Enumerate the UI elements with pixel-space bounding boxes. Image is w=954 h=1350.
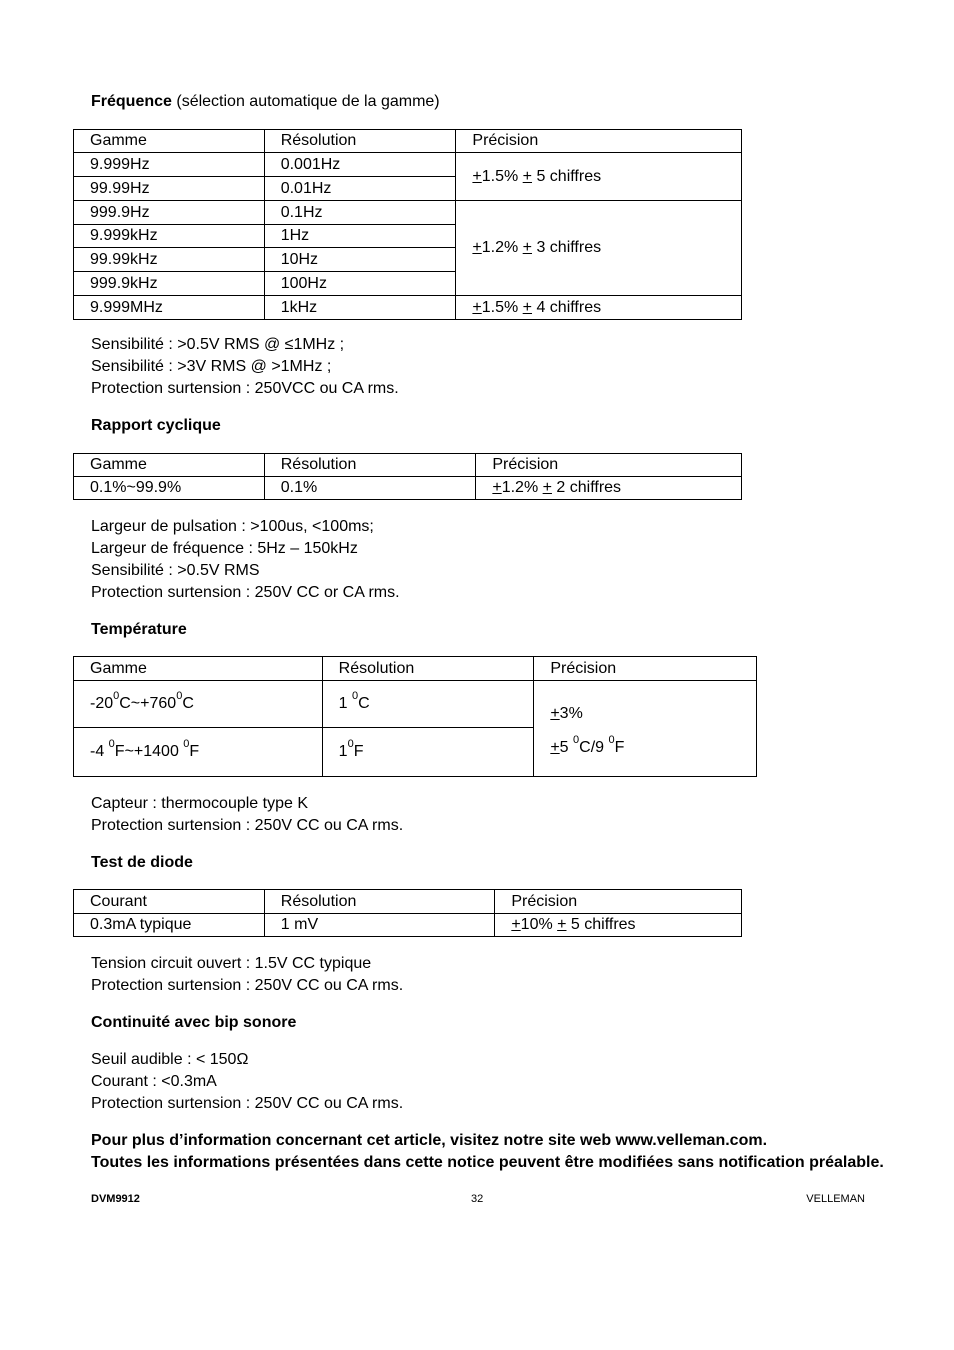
table-header-cell: Résolution (322, 657, 534, 681)
table-header-row (74, 890, 742, 914)
note-line: Protection surtension : 250VCC ou CA rms. (91, 380, 399, 397)
range-cell: $-20^0C\sim+760^0C$ (74, 681, 323, 728)
range-cell: 0.1%~99.9% (74, 477, 265, 500)
precision-cell (534, 681, 757, 777)
continuity-heading: Continuité avec bip sonore (91, 1014, 297, 1031)
footer-page-number: 32 (471, 1193, 484, 1205)
note-line: Protection surtension : 250V CC ou CA rms. (91, 977, 404, 994)
note-line: Seuil audible : < 150Ω (91, 1051, 249, 1068)
note-line: Courant : <0.3mA (91, 1073, 217, 1090)
range-cell: 99.99Hz (74, 177, 265, 201)
table-header-cell: Gamme (74, 454, 265, 477)
temperature-table (73, 656, 757, 777)
table-header-cell: Gamme (74, 130, 265, 153)
range-cell: 999.9kHz (74, 272, 265, 296)
table-header-cell: Résolution (264, 890, 495, 914)
table-header-row (74, 454, 742, 477)
footer-model: DVM9912 (91, 1193, 140, 1205)
table-header-row (74, 130, 742, 153)
resolution-cell: 10Hz (264, 248, 456, 272)
resolution-cell: 0.01Hz (264, 177, 456, 201)
closing-line: Pour plus d’information concernant cet article, visitez notre site web www.velleman.com. (91, 1132, 768, 1149)
closing-line: Toutes les informations présentées dans cette notice peuvent être modifiées sans notification préalable. (91, 1154, 884, 1171)
resolution-cell: 0.1Hz (264, 201, 456, 225)
range-cell: 999.9Hz (74, 201, 265, 225)
resolution-cell: 1Hz (264, 225, 456, 248)
table-header-cell: Précision (456, 130, 742, 153)
precision-cell: +10% + 5 chiffres (495, 914, 742, 937)
footer-brand: VELLEMAN (806, 1193, 865, 1205)
resolution-cell: $1^0F$ (322, 728, 534, 777)
resolution-cell: 100Hz (264, 272, 456, 296)
table-row (74, 914, 742, 937)
frequency-heading-note: (sélection automatique de la gamme) (176, 93, 440, 110)
precision-cell: +1.2% + 2 chiffres (476, 477, 742, 500)
note-line: Largeur de pulsation : >100us, <100ms; (91, 518, 374, 535)
frequency-heading-line (91, 92, 440, 112)
temperature-heading: Température (91, 621, 187, 638)
note-line: Sensibilité : >3V RMS @ >1MHz ; (91, 358, 332, 375)
range-cell: 9.999Hz (74, 153, 265, 177)
table-header-cell: Résolution (264, 130, 456, 153)
table-row (74, 153, 742, 177)
precision-line: +3% (550, 704, 583, 722)
precision-line: +5 $^0$C/9 $^0$F (550, 733, 625, 756)
note-line: Protection surtension : 250V CC ou CA rms. (91, 817, 404, 834)
frequency-heading: Fréquence (91, 93, 172, 110)
precision-cell: +1.5% + 4 chiffres (456, 296, 742, 320)
resolution-cell: 1 $^0$C (322, 681, 534, 728)
diode-table (73, 889, 742, 937)
current-cell: 0.3mA typique (74, 914, 265, 937)
resolution-cell: 1kHz (264, 296, 456, 320)
table-row (74, 477, 742, 500)
range-cell: -4 $^0$F~+1400 $^0$F (74, 728, 323, 777)
note-line: Protection surtension : 250V CC or CA rms. (91, 584, 400, 601)
note-line: Protection surtension : 250V CC ou CA rms. (91, 1095, 404, 1112)
note-line: Sensibilité : >0.5V RMS (91, 562, 260, 579)
precision-cell: +1.2% + 3 chiffres (456, 201, 742, 296)
resolution-cell: 0.1% (264, 477, 476, 500)
note-line: Capteur : thermocouple type K (91, 795, 309, 812)
note-line: Sensibilité : >0.5V RMS @ ≤1MHz ; (91, 336, 345, 353)
table-header-cell: Précision (534, 657, 757, 681)
frequency-table (73, 129, 742, 320)
table-header-cell: Précision (476, 454, 742, 477)
table-row (74, 681, 757, 728)
table-row (74, 201, 742, 225)
table-header-cell: Résolution (264, 454, 476, 477)
range-cell: 9.999kHz (74, 225, 265, 248)
table-header-cell: Courant (74, 890, 265, 914)
resolution-cell: 0.001Hz (264, 153, 456, 177)
resolution-cell: 1 mV (264, 914, 495, 937)
diode-heading: Test de diode (91, 854, 193, 871)
duty-cycle-table (73, 453, 742, 500)
range-cell: 9.999MHz (74, 296, 265, 320)
table-row (74, 296, 742, 320)
range-cell: 99.99kHz (74, 248, 265, 272)
table-header-row (74, 657, 757, 681)
table-header-cell: Précision (495, 890, 742, 914)
duty-cycle-heading: Rapport cyclique (91, 417, 221, 434)
note-line: Tension circuit ouvert : 1.5V CC typique (91, 955, 372, 972)
precision-cell: +1.5% + 5 chiffres (456, 153, 742, 201)
note-line: Largeur de fréquence : 5Hz – 150kHz (91, 540, 358, 557)
table-header-cell: Gamme (74, 657, 323, 681)
